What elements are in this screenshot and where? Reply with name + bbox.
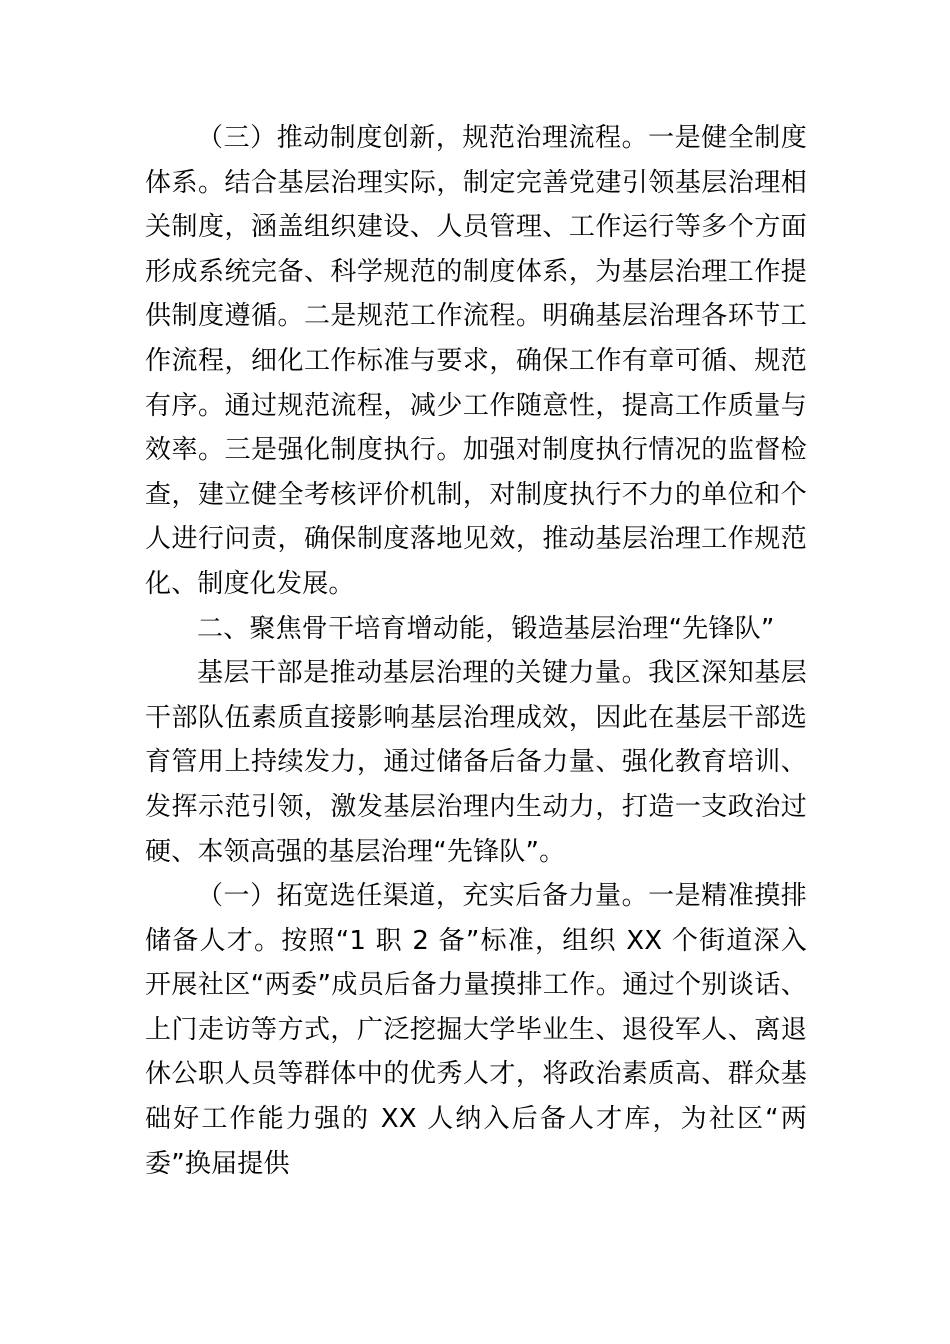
paragraph-cadre-intro: 基层干部是推动基层治理的关键力量。我区深知基层干部队伍素质直接影响基层治理成效，因此在基层干部选育管用上持续发力，通过储备后备力量、强化教育培训、发挥示范引领，激发基层治理内生动力，打造一支政治过硬、本领高强的基层治理“先锋队”。 — [145, 658, 807, 867]
section-heading-cadre-training: 二、聚焦骨干培育增动能，锻造基层治理“先锋队” — [197, 613, 775, 644]
paragraph-institutional-innovation: （三）推动制度创新，规范治理流程。一是健全制度体系。结合基层治理实际，制定完善党建引领基层治理相关制度，涵盖组织建设、人员管理、工作运行等多个方面形成系统完备、科学规范的制度体系，为基层治理工作提供制度遵循。二是规范工作流程。明确基层治理各环节工作流程，细化工作标准与要求，确保工作有章可循、规范有序。通过规范流程，减少工作随意性，提高工作质量与效率。三是强化制度执行。加强对制度执行情况的监督检查，建立健全考核评价机制，对制度执行不力的单位和个人进行问责，确保制度落地见效，推动基层治理工作规范化、制度化发展。 — [145, 123, 807, 599]
document-body — [145, 116, 807, 1186]
paragraph-selection-channels: （一）拓宽选任渠道，充实后备力量。一是精准摸排储备人才。按照“1 职 2 备”标准，组织 XX 个街道深入开展社区“两委”成员后备力量摸排工作。通过个别谈话、上门走访等方式，广泛挖掘大学毕业生、退役军人、离退休公职人员等群体中的优秀人才，将政治素质高、群众基础好工作能力强的 XX 人纳入后备人才库，为社区“两委”换届提供 — [145, 881, 807, 1179]
